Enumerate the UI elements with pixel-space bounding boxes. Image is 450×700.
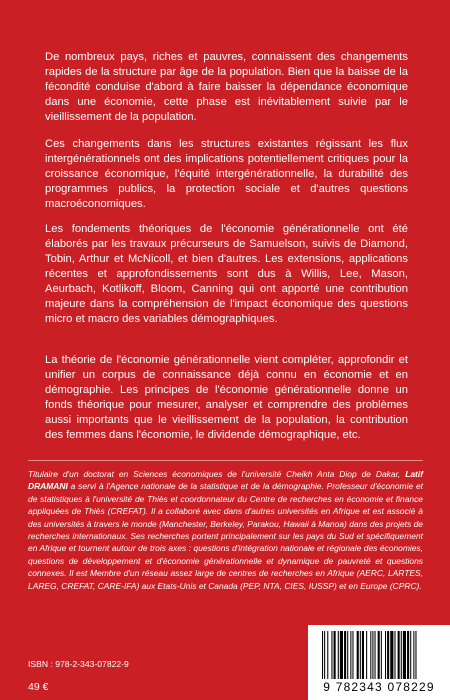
barcode-bar [350, 631, 351, 679]
barcode-bar [331, 631, 332, 679]
summary-paragraph-2: Ces changements dans les structures existantes régissant les flux intergénérationnels ont des implications potentiellement critiques pour la croissance économique, l'équité intergénérationnelle, la durabilité des programmes publics, la protection sociale et d'autres questions macroéconomiques. [45, 138, 408, 210]
barcode-bar [394, 631, 395, 679]
barcode-bar [357, 631, 359, 679]
author-biography [28, 468, 423, 592]
summary-paragraph-3: Les fondements théoriques de l'économie générationnelle ont été élaborés par les travaux précurseurs de Samuelson, suivis de Diamond, Tobin, Arthur et McNicoll, et bien d'autres. Les extensions, applications récentes et approfondissements sont dus à Willis, Lee, Mason, Aeurbach, Kotlikoff, Bloom, Canning qui ont apporté une contribution majeure dans la compréhension de l'impact économique des questions micro et macro des variables démographiques. [45, 223, 408, 325]
author-bio-intro: Titulaire d'un doctorat en Sciences économiques de l'université Cheikh Anta Diop de Dakar, [28, 469, 401, 479]
barcode-bar [407, 631, 409, 679]
barcode-bar [327, 631, 328, 679]
barcode-bar [385, 631, 386, 679]
divider-line [28, 460, 423, 461]
author-bio-text: a servi à l'Agence nationale de la statistique et de la démographie. Professeur d'économie et de statistiques à l'université de Thiès et coordonnateur du Centre de recherches en économie et finance appliquées de Thiès (CREFAT). Il a collaboré avec dans d'autres universités en Afrique et est associé à des universités à travers le monde (Manchester, Berkeley, Parakou, Hawaii à Manoa) dans des projets de recherches internationaux. Ses recherches portent principalement sur les pays du Sud et spécifiquement en Afrique et tournent autour de trois axes : questions d'intégration nationale et régionale des économies, questions de développement et d'économie générationnelle et dynamique de pauvreté et questions connexes. Il est Membre d'un réseau assez large de centres de recherches en Afrique (AERC, LARTES, LAREG, CREFAT, CARE-IFA) aux Etats-Unis et Canada (PEP, NTA, CIES, IUSSP) et en Europe (CPRC). [28, 481, 423, 591]
barcode-bar [401, 631, 402, 679]
barcode-bar [398, 631, 400, 679]
barcode-bar [381, 631, 382, 679]
barcode-bar [324, 631, 325, 679]
barcode-bar [378, 631, 380, 679]
barcode-bar [347, 631, 348, 679]
barcode-number: 9 782343 078229 [323, 680, 435, 694]
barcode-bar [415, 631, 416, 679]
summary-paragraph-4: La théorie de l'économie générationnelle vient compléter, approfondir et unifier un corpus de connaissance déjà connu en économie et en démographie. Les principes de l'économie générationnelle donne un fonds théorique pour mesurer, analyser et comprendre des problèmes aussi importants que le vieillissement de la population, la contribution des femmes dans l'économie, le dividende démographique, etc. [45, 354, 408, 441]
barcode-bar [338, 631, 339, 679]
price-label: 49 € [28, 681, 49, 693]
summary-paragraph-1: De nombreux pays, riches et pauvres, connaissent des changements rapides de la structure par âge de la population. Bien que la baisse de la fécondité conduise d'abord à faire baisser la dépendance économique dans une économie, cette phase est inévitablement suivie par le vieillissement de la population. [45, 51, 408, 123]
barcode-bar [375, 631, 376, 679]
barcode-bar [390, 631, 393, 679]
barcode-bar [403, 631, 406, 679]
barcode-bar [360, 631, 361, 679]
barcode-bar [387, 631, 389, 679]
author-name: Latif DRAMANI [28, 469, 423, 492]
barcode-bar [372, 631, 373, 679]
barcode-bar [334, 631, 336, 679]
isbn-label: ISBN : 978-2-343-07822-9 [28, 659, 129, 669]
barcode-bar [344, 631, 346, 679]
barcode-bars [318, 631, 442, 679]
barcode-bar [370, 631, 371, 679]
barcode-bar [410, 631, 411, 679]
barcode-bar [362, 631, 364, 679]
barcode-bar [340, 631, 343, 679]
barcode-bar [413, 631, 414, 679]
barcode [308, 625, 450, 700]
barcode-bar [322, 631, 323, 679]
barcode-bar [366, 631, 367, 679]
barcode-bar [352, 631, 353, 679]
